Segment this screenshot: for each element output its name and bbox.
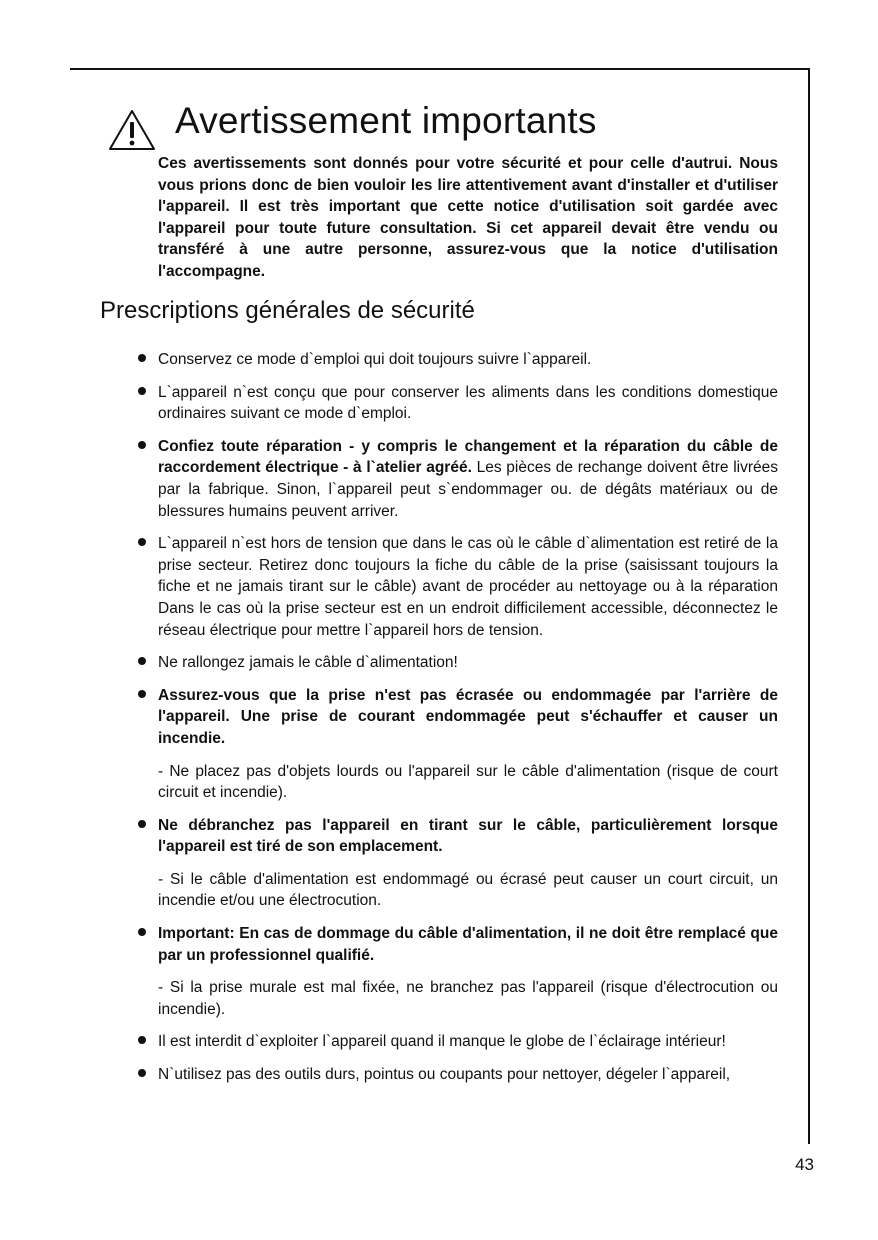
top-border-rule <box>70 68 810 70</box>
page-title: Avertissement importants <box>175 100 597 141</box>
bullet-icon <box>138 928 146 936</box>
right-border-rule <box>808 68 810 1144</box>
list-item-text: L`appareil n`est conçu que pour conserver les aliments dans les conditions domestique ordinaires suivant ce mode d`emploi. <box>158 383 778 423</box>
list-item <box>158 923 778 1020</box>
list-item-text: L`appareil n`est hors de tension que dans le cas où le câble d`alimentation est retiré de la prise secteur. Retirez donc toujours la fiche du câble de la prise (saisissant toujours la fiche et ne jamais tirant sur le câble) avant de procéder au nettoyage ou à la réparation Dans le cas où la prise secteur est en un endroit difficilement accessible, déconnectez le réseau électrique pour mettre l`appareil hors de tension. <box>158 535 778 639</box>
list-item <box>158 1031 778 1053</box>
bullet-icon <box>138 538 146 546</box>
list-item <box>158 382 778 425</box>
list-item-subtext: - Si le câble d'alimentation est endommagé ou écrasé peut causer un court circuit, un incendie et/ou une électrocution. <box>158 870 778 910</box>
list-item-text: N`utilisez pas des outils durs, pointus ou coupants pour nettoyer, dégeler l`appareil, <box>158 1066 731 1084</box>
list-item-text: Conservez ce mode d`emploi qui doit toujours suivre l`appareil. <box>158 351 592 368</box>
list-item-subtext: - Si la prise murale est mal fixée, ne branchez pas l'appareil (risque d'électrocution ou incendie). <box>158 979 778 1018</box>
bullet-icon <box>138 690 146 698</box>
bullet-icon <box>138 387 146 395</box>
list-item <box>158 685 778 804</box>
intro-paragraph: Ces avertissements sont donnés pour votre sécurité et pour celle d'autrui. Nous vous prions donc de bien vouloir les lire attentivement avant d'installer et d'utiliser l'appareil. Il est très important que cette notice d'utilisation soit gardée avec l'appareil pour toute future consultation. Si cet appareil devait être vendu ou transféré à une autre personne, assurez-vous que la notice d'utilisation l'accompagne. <box>158 155 778 280</box>
bullet-icon <box>138 1036 146 1044</box>
list-item <box>158 652 778 674</box>
bullet-icon <box>138 657 146 665</box>
bullet-icon <box>138 820 146 828</box>
list-item-text <box>158 436 778 522</box>
list-item-bold-text: Important: En cas de dommage du câble d'alimentation, il ne doit être remplacé que par un professionnel qualifié. <box>158 925 778 964</box>
list-item-normal-text: Les pièces de rechange doivent être livrées par la fabrique. Sinon, l`appareil peut s`endommager ou. de dégâts matériaux ou de blessures humains peuvent arriver. <box>158 459 778 520</box>
list-item-subtext: - Ne placez pas d'objets lourds ou l'appareil sur le câble d'alimentation (risque de court circuit et incendie). <box>158 762 778 802</box>
safety-list <box>158 349 778 1097</box>
list-item-bold-text: Confiez toute réparation - y compris le changement et la réparation du câble de raccordement électrique - à l`atelier agréé. <box>158 437 778 477</box>
list-item-bold-text: Assurez-vous que la prise n'est pas écrasée ou endommagée par l'arrière de l'appareil. Une prise de courant endommagée peut s'échauffer et causer un incendie. <box>158 686 778 747</box>
list-item-bold-text: Ne débranchez pas l'appareil en tirant sur le câble, particulièrement lorsque l'appareil est tiré de son emplacement. <box>158 816 778 856</box>
list-item <box>158 533 778 641</box>
list-item <box>158 815 778 912</box>
page-number: 43 <box>795 1155 814 1174</box>
list-item <box>158 1064 778 1086</box>
bullet-icon <box>138 1069 146 1077</box>
list-item <box>158 436 778 522</box>
section-title: Prescriptions générales de sécurité <box>100 297 475 324</box>
bullet-icon <box>138 354 146 362</box>
list-item-text: Il est interdit d`exploiter l`appareil quand il manque le globe de l`éclairage intérieur! <box>158 1033 726 1051</box>
warning-triangle-icon <box>107 108 157 152</box>
list-item <box>158 349 778 371</box>
list-item-text: Ne rallongez jamais le câble d`alimentation! <box>158 654 458 672</box>
bullet-icon <box>138 441 146 449</box>
